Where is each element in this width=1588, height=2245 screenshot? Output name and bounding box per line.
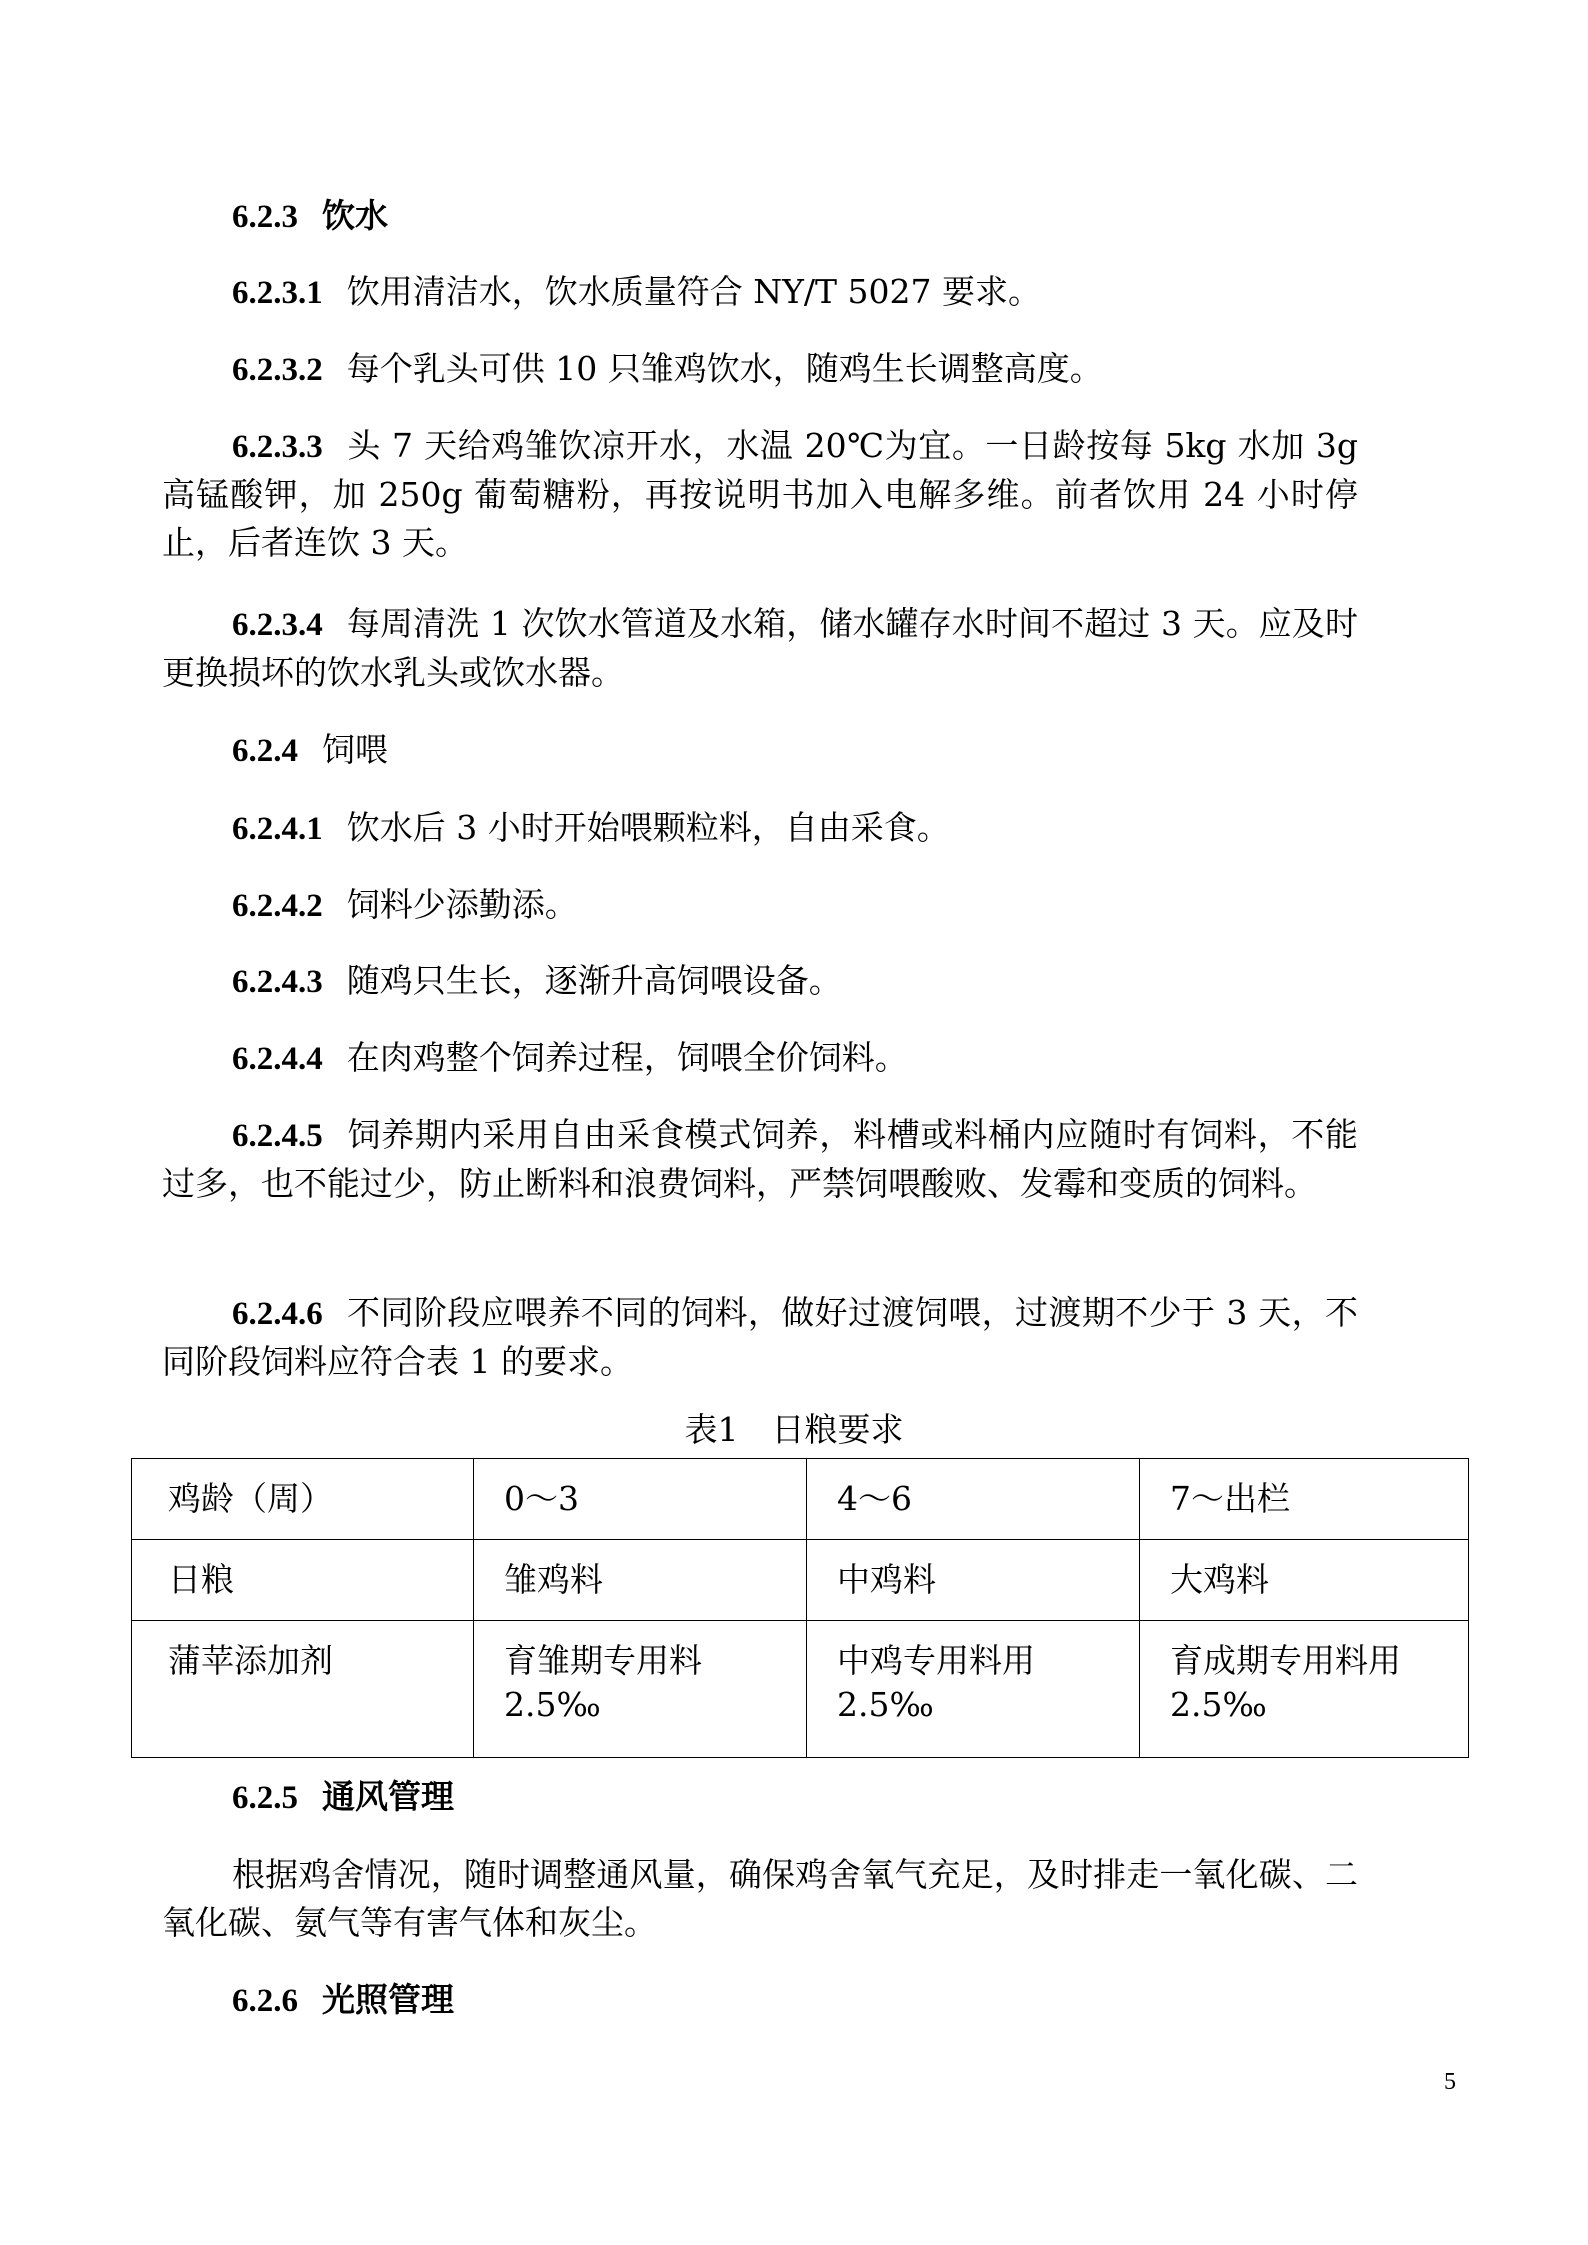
clause-number: 6.2.4.1	[232, 811, 323, 847]
paragraph-6-2-4-2	[162, 881, 1358, 930]
clause-text: 每个乳头可供 10 只雏鸡饮水，随鸡生长调整高度。	[346, 349, 1103, 388]
clause-number: 6.2.3.3	[232, 429, 323, 465]
clause-text: 在肉鸡整个饲养过程，饲喂全价饲料。	[346, 1038, 908, 1077]
clause-text: 饮用清洁水，饮水质量符合 NY/T 5027 要求。	[346, 272, 1041, 311]
clause-number: 6.2.4.2	[232, 888, 323, 924]
paragraph-6-2-3-2	[162, 345, 1358, 394]
clause-number: 6.2.4.4	[232, 1041, 323, 1077]
paragraph-6-2-4-4	[162, 1034, 1358, 1083]
table-cell: 育成期专用料用2.5‰	[1140, 1621, 1469, 1758]
section-title: 光照管理	[322, 1980, 454, 2019]
table-cell: 日粮	[132, 1540, 474, 1621]
table-cell: 中鸡料	[807, 1540, 1140, 1621]
section-heading-6-2-3	[232, 194, 388, 239]
paragraph-6-2-3-1	[162, 268, 1358, 317]
clause-number: 6.2.3.4	[232, 607, 323, 643]
table-cell: 育雏期专用料2.5‰	[474, 1621, 807, 1758]
clause-number: 6.2.4.5	[232, 1118, 323, 1154]
table-cell: 雏鸡料	[474, 1540, 807, 1621]
section-heading-6-2-4	[232, 728, 388, 773]
clause-text: 饲养期内采用自由采食模式饲养，料槽或料桶内应随时有饲料，不能过多，也不能过少，防止断料和浪费饲料，严禁饲喂酸败、发霉和变质的饲料。	[162, 1115, 1358, 1203]
table-cell: 大鸡料	[1140, 1540, 1469, 1621]
section-number: 6.2.3	[232, 199, 298, 235]
paragraph-6-2-4-6	[162, 1289, 1358, 1386]
table-cell: 7～出栏	[1140, 1459, 1469, 1540]
clause-number: 6.2.4.3	[232, 964, 323, 1000]
paragraph-6-2-3-4	[162, 600, 1358, 697]
section-number: 6.2.4	[232, 733, 298, 769]
clause-number: 6.2.3.2	[232, 352, 323, 388]
table-caption: 表1 日粮要求	[684, 1410, 904, 1449]
table-cell: 中鸡专用料用2.5‰	[807, 1621, 1140, 1758]
section-title: 通风管理	[322, 1777, 454, 1816]
table-cell: 4～6	[807, 1459, 1140, 1540]
section-heading-6-2-5	[232, 1775, 454, 1820]
clause-text: 饮水后 3 小时开始喂颗粒料，自由采食。	[346, 808, 950, 847]
section-title: 饲喂	[322, 730, 388, 769]
section-heading-6-2-6	[232, 1978, 454, 2023]
clause-text: 饲料少添勤添。	[346, 885, 578, 924]
ration-table	[131, 1458, 1469, 1758]
table-row	[132, 1621, 1469, 1758]
clause-text: 不同阶段应喂养不同的饲料，做好过渡饲喂，过渡期不少于 3 天，不同阶段饲料应符合表 1 的要求。	[162, 1293, 1358, 1381]
section-title: 饮水	[322, 196, 388, 235]
section-number: 6.2.5	[232, 1780, 298, 1816]
clause-text: 根据鸡舍情况，随时调整通风量，确保鸡舍氧气充足，及时排走一氧化碳、二氧化碳、氨气等有害气体和灰尘。	[162, 1855, 1358, 1942]
page-number: 5	[1444, 2069, 1456, 2095]
paragraph-6-2-5	[162, 1851, 1358, 1947]
table-cell: 鸡龄（周）	[132, 1459, 474, 1540]
paragraph-6-2-4-1	[162, 804, 1358, 853]
clause-text: 随鸡只生长，逐渐升高饲喂设备。	[346, 961, 842, 1000]
clause-text: 每周清洗 1 次饮水管道及水箱，储水罐存水时间不超过 3 天。应及时更换损坏的饮水乳头或饮水器。	[162, 604, 1358, 692]
section-number: 6.2.6	[232, 1983, 298, 2019]
clause-number: 6.2.4.6	[232, 1296, 323, 1332]
paragraph-6-2-3-3	[162, 422, 1358, 567]
table-row	[132, 1540, 1469, 1621]
clause-number: 6.2.3.1	[232, 275, 323, 311]
paragraph-6-2-4-5	[162, 1111, 1358, 1208]
clause-text: 头 7 天给鸡雏饮凉开水，水温 20℃为宜。一日龄按每 5kg 水加 3g 高锰酸钾，加 250g 葡萄糖粉，再按说明书加入电解多维。前者饮用 24 小时停止，后者连饮 3 天。	[162, 426, 1358, 562]
paragraph-6-2-4-3	[162, 957, 1358, 1006]
table-row	[132, 1459, 1469, 1540]
table-cell: 蒲苹添加剂	[132, 1621, 474, 1758]
table-cell: 0～3	[474, 1459, 807, 1540]
